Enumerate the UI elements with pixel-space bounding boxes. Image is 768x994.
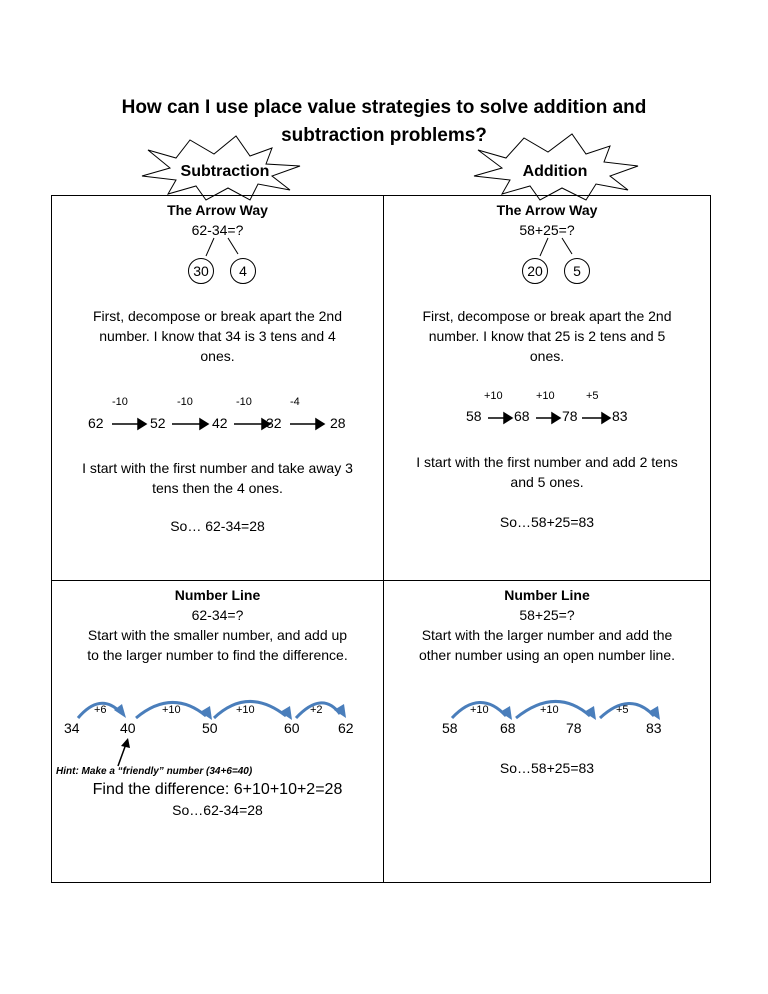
sub-number: 28 xyxy=(330,415,346,431)
add-line-problem: 58+25=? xyxy=(519,607,575,623)
add-jump: +10 xyxy=(470,704,489,716)
add-arrow-problem: 58+25=? xyxy=(519,222,575,238)
add-number: 78 xyxy=(562,408,578,424)
add-decomp-ones: 5 xyxy=(564,258,590,284)
sub-line-hint: Hint: Make a “friendly” number (34+6=40) xyxy=(56,766,253,777)
sub-explain-line: ones. xyxy=(200,348,235,364)
add-arrow-explain2 xyxy=(384,452,710,492)
sub-arrow-explain xyxy=(52,306,383,366)
sub-line-number: 34 xyxy=(64,720,80,736)
sub-number: 62 xyxy=(88,415,104,431)
add-explain-line: ones. xyxy=(529,348,565,364)
sub-jump: +6 xyxy=(94,704,107,716)
sub-line-section xyxy=(52,585,383,665)
add-line-explain: Start with the larger number and add the xyxy=(421,627,673,643)
add-arrow-section xyxy=(384,200,710,240)
sub-line-problem: 62-34=? xyxy=(191,607,244,623)
sub-arrow-section xyxy=(52,200,383,240)
sub-step: -4 xyxy=(290,396,300,408)
sub-line-answer: So…62-34=28 xyxy=(172,802,263,818)
add-line-number: 83 xyxy=(646,720,662,736)
add-explain2-line: I start with the first number and add 2 tens xyxy=(416,454,678,470)
sub-arrow-problem: 62-34=? xyxy=(191,222,244,238)
sub-line-number: 50 xyxy=(202,720,218,736)
sub-line-number: 40 xyxy=(120,720,136,736)
sub-number: 42 xyxy=(212,415,228,431)
sub-step: -10 xyxy=(236,396,252,408)
sub-arrow-heading: The Arrow Way xyxy=(167,202,268,218)
sub-decomp-ones: 4 xyxy=(230,258,256,284)
add-step: +5 xyxy=(586,390,599,402)
add-line-answer: So…58+25=83 xyxy=(499,760,595,776)
sub-line-heading: Number Line xyxy=(174,587,261,603)
subtraction-header: Subtraction xyxy=(180,163,270,180)
sub-explain2-line: tens then the 4 ones. xyxy=(152,480,283,496)
add-explain-line: number. I know that 25 is 2 tens and 5 xyxy=(428,328,666,344)
sub-explain-line: number. I know that 34 is 3 tens and 4 xyxy=(99,328,336,344)
sub-number: 52 xyxy=(150,415,166,431)
add-line-heading: Number Line xyxy=(504,587,590,603)
title-line-1: How can I use place value strategies to solve addition and xyxy=(121,97,647,118)
add-arrow-answer: So…58+25=83 xyxy=(499,514,595,530)
sub-line-number: 62 xyxy=(338,720,354,736)
sub-line-explain: to the larger number to find the difference. xyxy=(87,647,348,663)
add-step: +10 xyxy=(484,390,503,402)
grid-divider-horizontal xyxy=(51,580,711,581)
add-number: 83 xyxy=(612,408,628,424)
title-line-2: subtraction problems? xyxy=(281,125,487,146)
add-explain-line: First, decompose or break apart the 2nd xyxy=(422,308,672,324)
add-line-number: 58 xyxy=(442,720,458,736)
sub-step: -10 xyxy=(112,396,128,408)
add-line-explain: other number using an open number line. xyxy=(418,647,676,663)
add-line-number: 78 xyxy=(566,720,582,736)
add-jump: +10 xyxy=(540,704,559,716)
add-number: 68 xyxy=(514,408,530,424)
add-decomp-tens: 20 xyxy=(522,258,548,284)
sub-line-find: Find the difference: 6+10+10+2=28 xyxy=(92,781,343,798)
sub-step: -10 xyxy=(177,396,193,408)
add-line-number: 68 xyxy=(500,720,516,736)
sub-line-number: 60 xyxy=(284,720,300,736)
sub-explain-line: First, decompose or break apart the 2nd xyxy=(92,308,343,324)
grid-divider-vertical xyxy=(383,195,384,883)
add-jump: +5 xyxy=(616,704,629,716)
add-number: 58 xyxy=(466,408,482,424)
add-step: +10 xyxy=(536,390,555,402)
sub-jump: +2 xyxy=(310,704,323,716)
add-arrow-heading: The Arrow Way xyxy=(496,202,598,218)
add-arrow-explain xyxy=(384,306,710,366)
sub-decomp-tens: 30 xyxy=(188,258,214,284)
sub-number: 32 xyxy=(266,415,282,431)
sub-explain2-line: I start with the first number and take away 3 xyxy=(82,460,353,476)
sub-jump: +10 xyxy=(162,704,181,716)
sub-arrow-answer: So… 62-34=28 xyxy=(170,518,265,534)
sub-arrow-explain2 xyxy=(52,458,383,498)
add-line-section xyxy=(384,585,710,665)
sub-jump: +10 xyxy=(236,704,255,716)
addition-header: Addition xyxy=(522,163,588,180)
sub-line-explain: Start with the smaller number, and add up xyxy=(87,627,348,643)
add-explain2-line: and 5 ones. xyxy=(510,474,584,490)
